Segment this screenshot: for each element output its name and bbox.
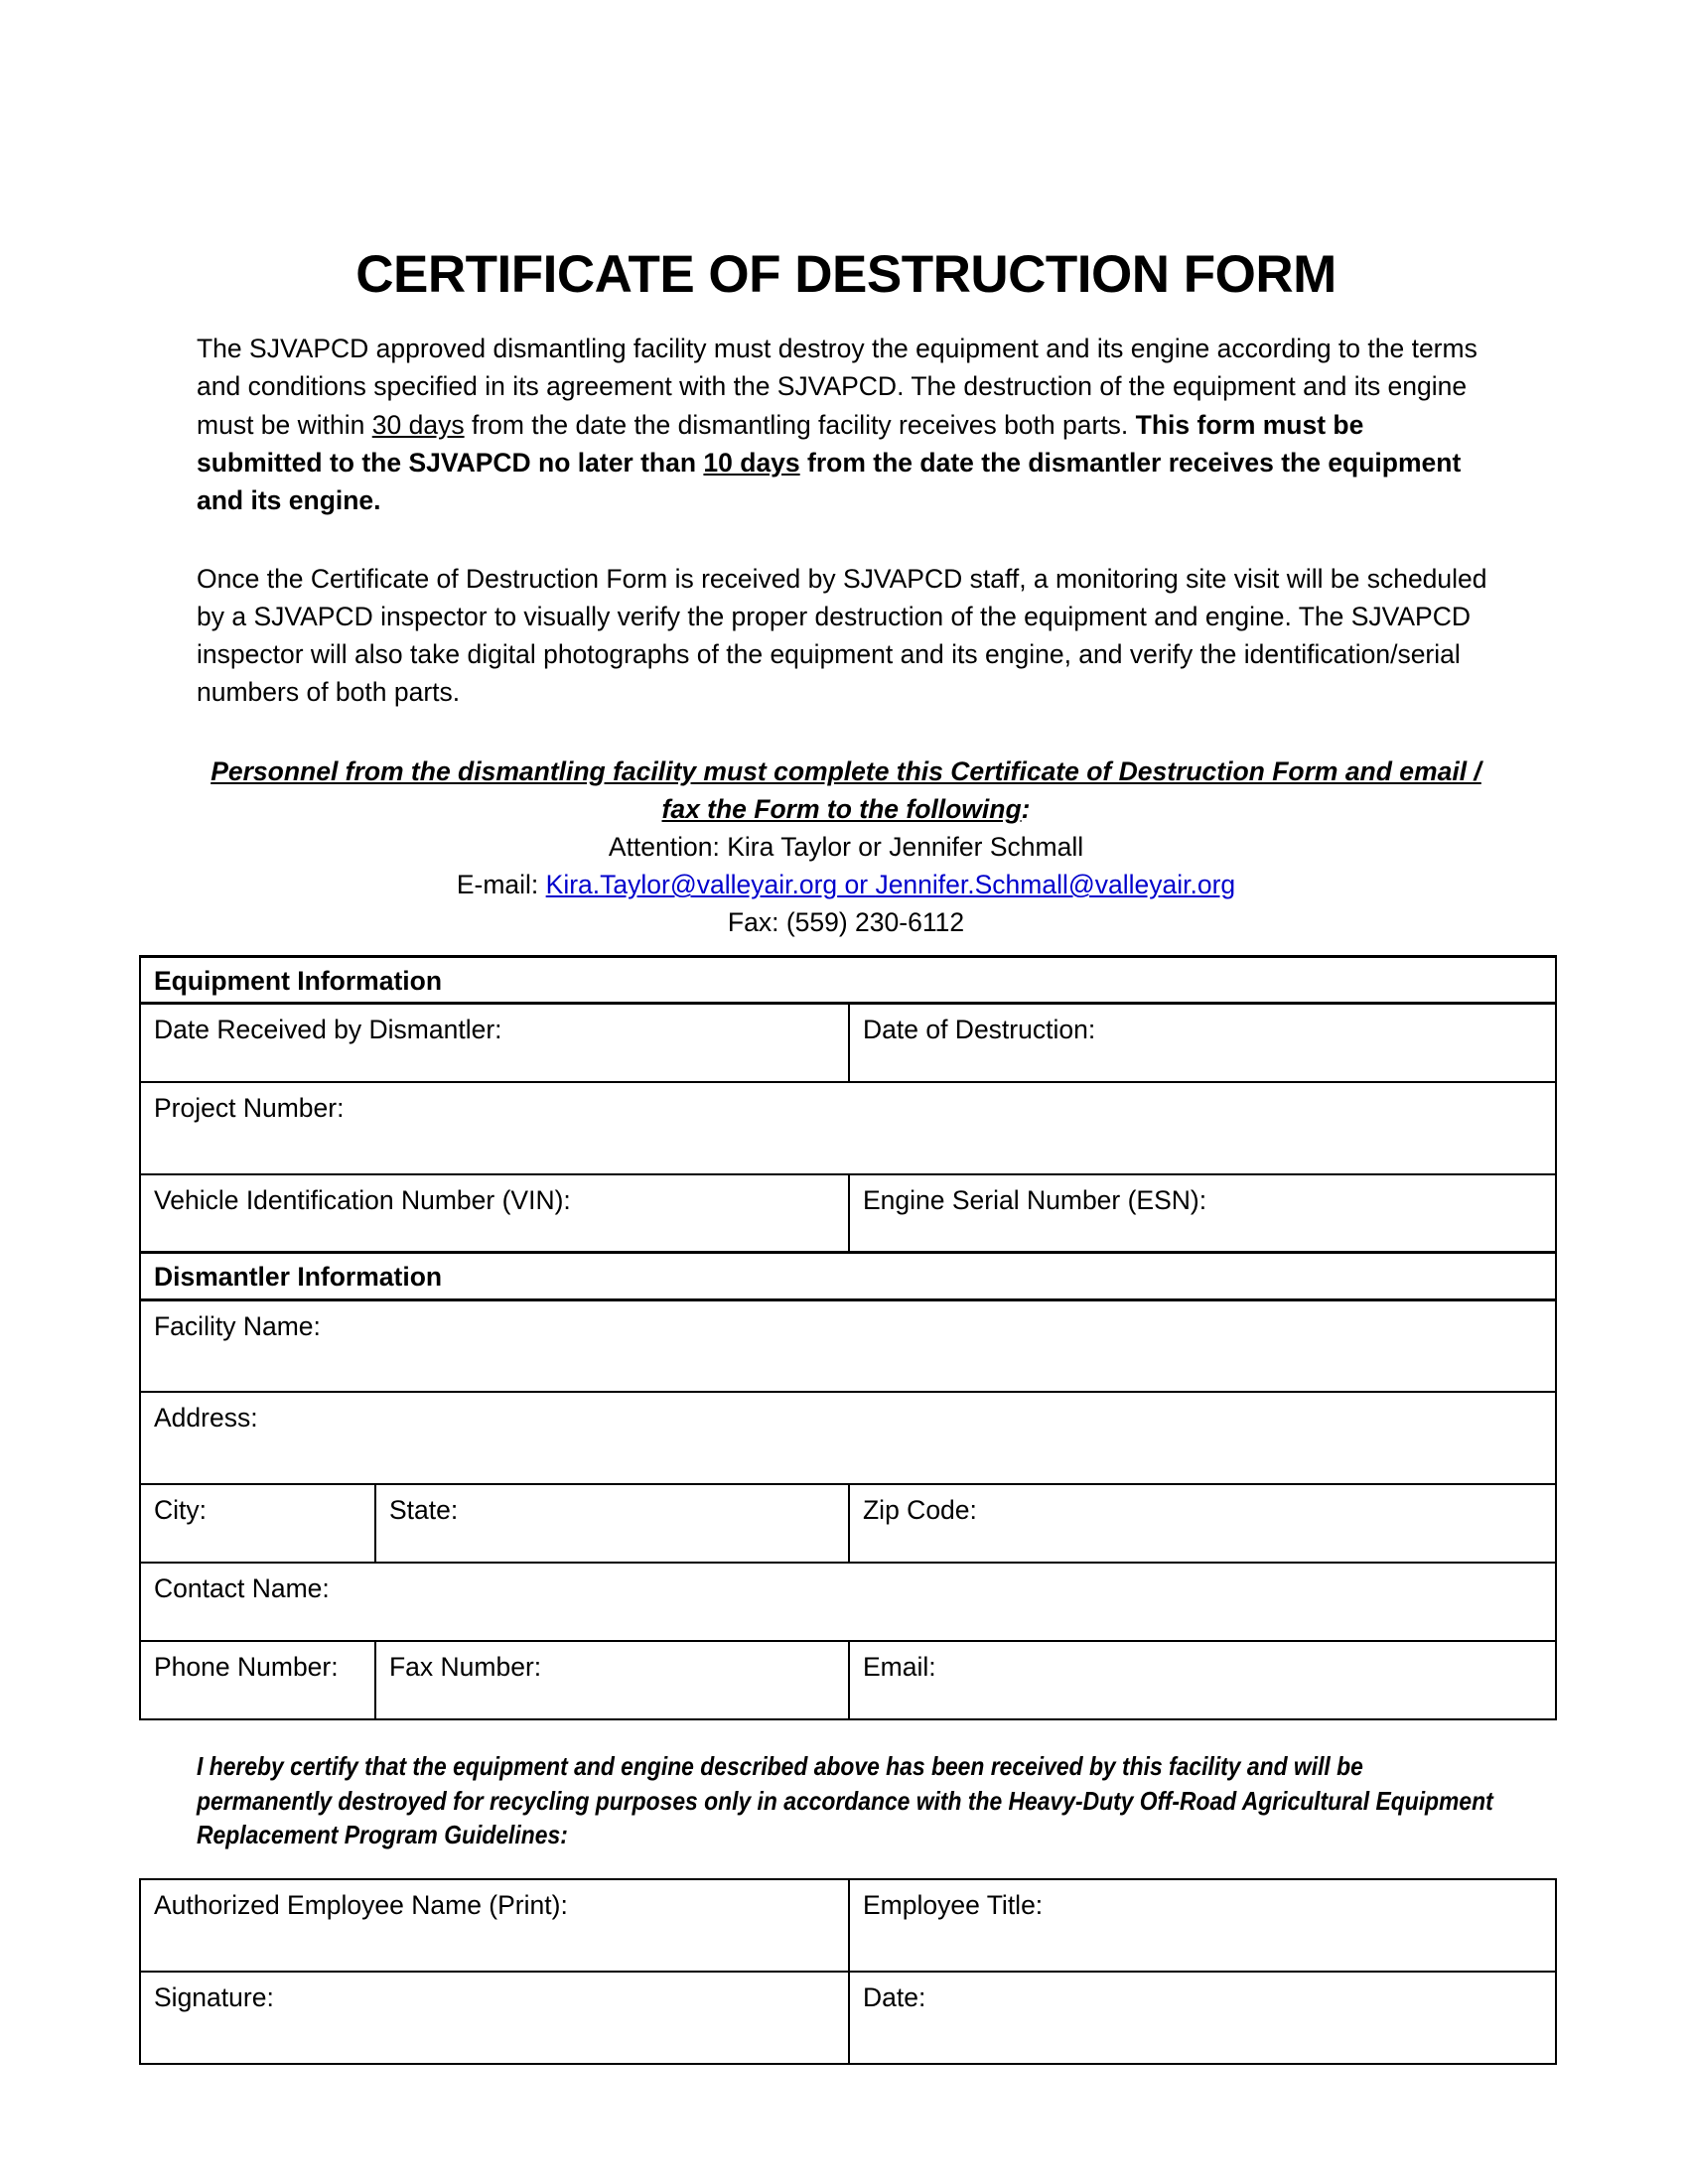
- table-row-contact-name: [140, 1563, 1556, 1641]
- equipment-information-table-wrapper: [139, 955, 1557, 1720]
- intro-p1-text-2: from the date the dismantling facility receives both parts.: [464, 409, 1136, 440]
- certification-statement: I hereby certify that the equipment and engine described above has been received by this facility and will be permanently destroyed for recycling purposes only in accordance with the Heavy-Duty Off-Road Agricultural Equipment Replacement Program Guidelines:: [197, 1751, 1493, 1850]
- contact-attention: Attention: Kira Taylor or Jennifer Schmall: [608, 831, 1084, 862]
- page-title: CERTIFICATE OF DESTRUCTION FORM: [355, 245, 1336, 304]
- field-project-number[interactable]: Project Number:: [140, 1082, 1556, 1174]
- field-address[interactable]: Address:: [140, 1392, 1556, 1484]
- table-row-employee: [140, 1879, 1556, 1972]
- table-row-dates: [140, 1004, 1556, 1082]
- contact-lead-line: [197, 752, 1495, 828]
- intro-p1-underline-30-days: 30 days: [371, 409, 465, 440]
- signature-table-wrapper: [139, 1878, 1557, 2065]
- field-zip-code[interactable]: Zip Code:: [849, 1484, 1556, 1563]
- email-link-jennifer-schmall[interactable]: Jennifer.Schmall@valleyair.org: [875, 870, 1236, 900]
- email-link-kira-taylor[interactable]: Kira.Taylor@valleyair.org: [545, 870, 838, 900]
- table-row-vin-esn: [140, 1174, 1556, 1253]
- contact-lead-underlined: Personnel from the dismantling facility must complete this Certificate of Destruction Form and email / fax the Form to the following: [211, 755, 1481, 824]
- section-header-dismantler-information: Dismantler Information: [140, 1253, 1556, 1299]
- field-engine-serial-number[interactable]: Engine Serial Number (ESN):: [849, 1174, 1556, 1253]
- field-email[interactable]: Email:: [849, 1641, 1556, 1719]
- field-authorized-employee-name[interactable]: Authorized Employee Name (Print):: [140, 1879, 849, 1972]
- email-link-separator: or: [837, 870, 876, 900]
- intro-p1-bold-1: This form must be submitted to the SJVAPCD no later than: [197, 409, 1364, 478]
- intro-p1-underline-10-days: 10 days: [703, 447, 800, 478]
- table-row-section-equipment: [140, 957, 1556, 1004]
- field-date[interactable]: Date:: [849, 1972, 1556, 2064]
- document-body: [197, 0, 1495, 941]
- intro-p1-bold-2: from the date the dismantler receives the equipment and its engine.: [197, 447, 1462, 515]
- field-employee-title[interactable]: Employee Title:: [849, 1879, 1556, 1972]
- intro-paragraph-2: Once the Certificate of Destruction Form is received by SJVAPCD staff, a monitoring site visit will be scheduled by a SJVAPCD inspector to visually verify the proper destruction of the equipment and engine. The SJVAPCD inspector will also take digital photographs of the equipment and its engine, and verify the identification/serial numbers of both parts.: [197, 564, 1487, 708]
- field-city[interactable]: City:: [140, 1484, 375, 1563]
- field-vehicle-identification-number[interactable]: Vehicle Identification Number (VIN):: [140, 1174, 849, 1253]
- field-phone-number[interactable]: Phone Number:: [140, 1641, 375, 1719]
- intro-p1-text-1: The SJVAPCD approved dismantling facility must destroy the equipment and its engine according to the terms and conditions specified in its agreement with the SJVAPCD. The destruction of the equipment and its engine must be within: [197, 334, 1477, 440]
- field-fax-number[interactable]: Fax Number:: [375, 1641, 849, 1719]
- signature-table: [139, 1878, 1557, 2065]
- field-contact-name[interactable]: Contact Name:: [140, 1563, 1556, 1641]
- field-state[interactable]: State:: [375, 1484, 849, 1563]
- contact-fax: Fax: (559) 230-6112: [727, 907, 965, 938]
- field-date-received-by-dismantler[interactable]: Date Received by Dismantler:: [140, 1004, 849, 1082]
- contact-email-label: E-mail:: [456, 870, 546, 900]
- table-row-project-number: [140, 1082, 1556, 1174]
- table-row-signature-date: [140, 1972, 1556, 2064]
- contact-block: [197, 752, 1495, 942]
- field-date-of-destruction[interactable]: Date of Destruction:: [849, 1004, 1556, 1082]
- field-signature[interactable]: Signature:: [140, 1972, 849, 2064]
- section-header-equipment-information: Equipment Information: [140, 957, 1556, 1004]
- table-row-city-state-zip: [140, 1484, 1556, 1563]
- intro-paragraph-1: [197, 330, 1495, 519]
- table-row-address: [140, 1392, 1556, 1484]
- contact-lead-colon: :: [1021, 793, 1031, 824]
- contact-email-line: [197, 866, 1495, 903]
- table-row-section-dismantler: [140, 1253, 1556, 1299]
- equipment-information-table: [139, 955, 1557, 1720]
- field-facility-name[interactable]: Facility Name:: [140, 1299, 1556, 1392]
- table-row-phone-fax-email: [140, 1641, 1556, 1719]
- table-row-facility-name: [140, 1299, 1556, 1392]
